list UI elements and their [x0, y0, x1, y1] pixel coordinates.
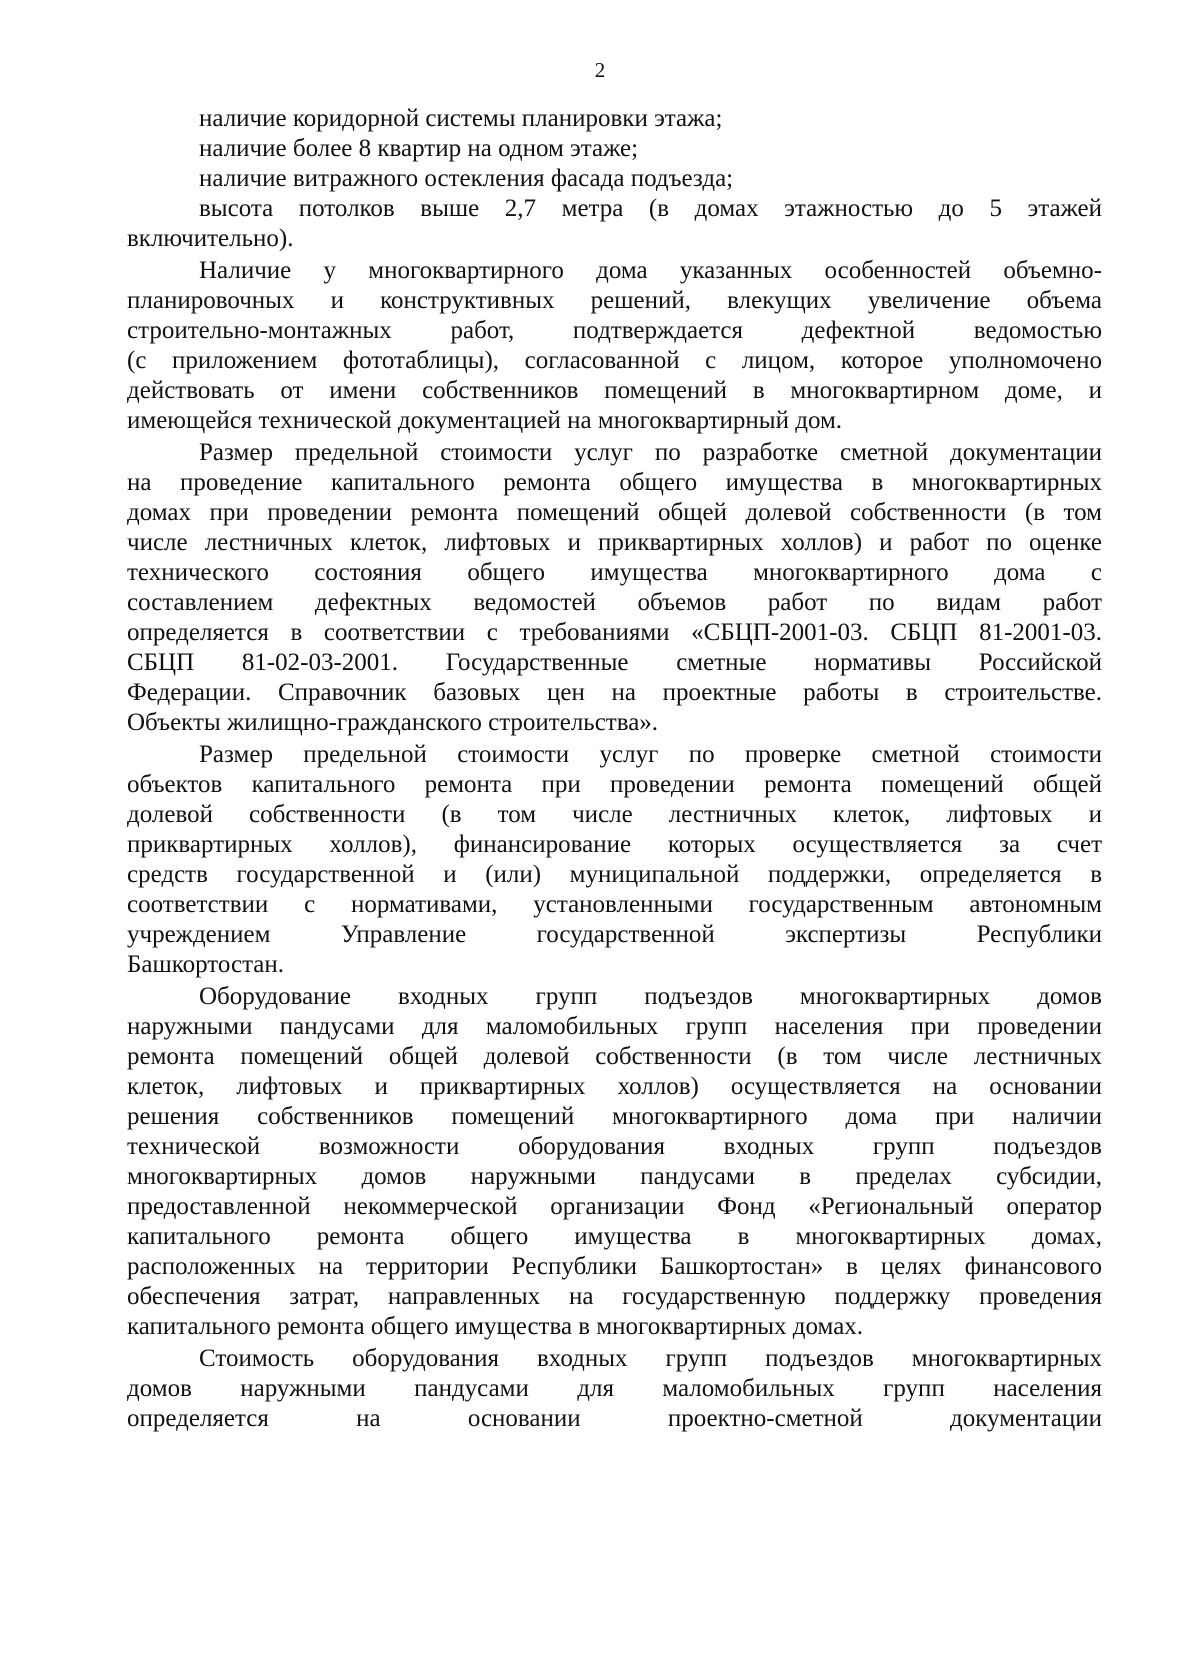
text-line: средств государственной и (или) муниципальной поддержки, определяется в	[127, 861, 1102, 888]
text-line: действовать от имени собственников помещений в многоквартирном доме, и	[127, 377, 1102, 404]
text-line: (с приложением фототаблицы), согласованной с лицом, которое уполномочено	[127, 347, 1102, 374]
text-line: приквартирных холлов), финансирование которых осуществляется за счет	[127, 831, 1102, 858]
text-line: Стоимость оборудования входных групп подъездов многоквартирных	[199, 1345, 1102, 1372]
text-line: Размер предельной стоимости услуг по разработке сметной документации	[199, 439, 1102, 466]
text-line: многоквартирных домов наружными пандусами в пределах субсидии,	[127, 1163, 1102, 1190]
text-line: технической возможности оборудования входных групп подъездов	[127, 1133, 1102, 1160]
text-line: решения собственников помещений многоквартирного дома при наличии	[127, 1103, 1102, 1130]
text-line: наружными пандусами для маломобильных групп населения при проведении	[127, 1013, 1102, 1040]
text-line: СБЦП 81-02-03-2001. Государственные сметные нормативы Российской	[127, 649, 1102, 676]
text-line: соответствии с нормативами, установленными государственным автономным	[127, 891, 1102, 918]
text-line: на проведение капитального ремонта общего имущества в многоквартирных	[127, 469, 1102, 496]
text-line: высота потолков выше 2,7 метра (в домах этажностью до 5 этажей	[199, 195, 1102, 222]
text-line: имеющейся технической документацией на многоквартирный дом.	[127, 407, 843, 434]
text-line: домах при проведении ремонта помещений общей долевой собственности (в том	[127, 499, 1102, 526]
text-line: определяется в соответствии с требованиями «СБЦП-2001-03. СБЦП 81-2001-03.	[127, 619, 1102, 646]
text-line: ремонта помещений общей долевой собственности (в том числе лестничных	[127, 1043, 1102, 1070]
text-line: Размер предельной стоимости услуг по проверке сметной стоимости	[199, 741, 1102, 768]
text-line: Башкортостан.	[127, 951, 285, 978]
text-line: планировочных и конструктивных решений, влекущих увеличение объема	[127, 287, 1102, 314]
text-line: Наличие у многоквартирного дома указанных особенностей объемно-	[199, 257, 1102, 284]
page-number: 2	[594, 58, 606, 82]
text-line: определяется на основании проектно-сметной документации	[127, 1405, 1102, 1432]
text-line: включительно).	[127, 225, 294, 252]
text-line: расположенных на территории Республики Башкортостан» в целях финансового	[127, 1253, 1102, 1280]
text-line: наличие коридорной системы планировки этажа;	[199, 105, 723, 132]
text-line: объектов капитального ремонта при проведении ремонта помещений общей	[127, 771, 1102, 798]
text-line: наличие более 8 квартир на одном этаже;	[199, 135, 639, 162]
text-line: технического состояния общего имущества многоквартирного дома с	[127, 559, 1102, 586]
text-line: обеспечения затрат, направленных на государственную поддержку проведения	[127, 1283, 1102, 1310]
text-line: капитального ремонта общего имущества в многоквартирных домах.	[127, 1313, 864, 1340]
text-line: Федерации. Справочник базовых цен на проектные работы в строительстве.	[127, 679, 1102, 706]
text-line: наличие витражного остекления фасада подъезда;	[199, 165, 734, 192]
text-line: клеток, лифтовых и приквартирных холлов) осуществляется на основании	[127, 1073, 1102, 1100]
text-line: строительно-монтажных работ, подтверждается дефектной ведомостью	[127, 317, 1102, 344]
text-line: учреждением Управление государственной экспертизы Республики	[127, 921, 1102, 948]
text-line: Оборудование входных групп подъездов многоквартирных домов	[199, 983, 1102, 1010]
text-line: составлением дефектных ведомостей объемов работ по видам работ	[127, 589, 1102, 616]
text-line: капитального ремонта общего имущества в многоквартирных домах,	[127, 1223, 1102, 1250]
text-line: предоставленной некоммерческой организации Фонд «Региональный оператор	[127, 1193, 1102, 1220]
text-line: домов наружными пандусами для маломобильных групп населения	[127, 1375, 1102, 1402]
text-line: Объекты жилищно-гражданского строительства».	[127, 709, 659, 736]
text-line: числе лестничных клеток, лифтовых и приквартирных холлов) и работ по оценке	[127, 529, 1102, 556]
text-line: долевой собственности (в том числе лестничных клеток, лифтовых и	[127, 801, 1102, 828]
